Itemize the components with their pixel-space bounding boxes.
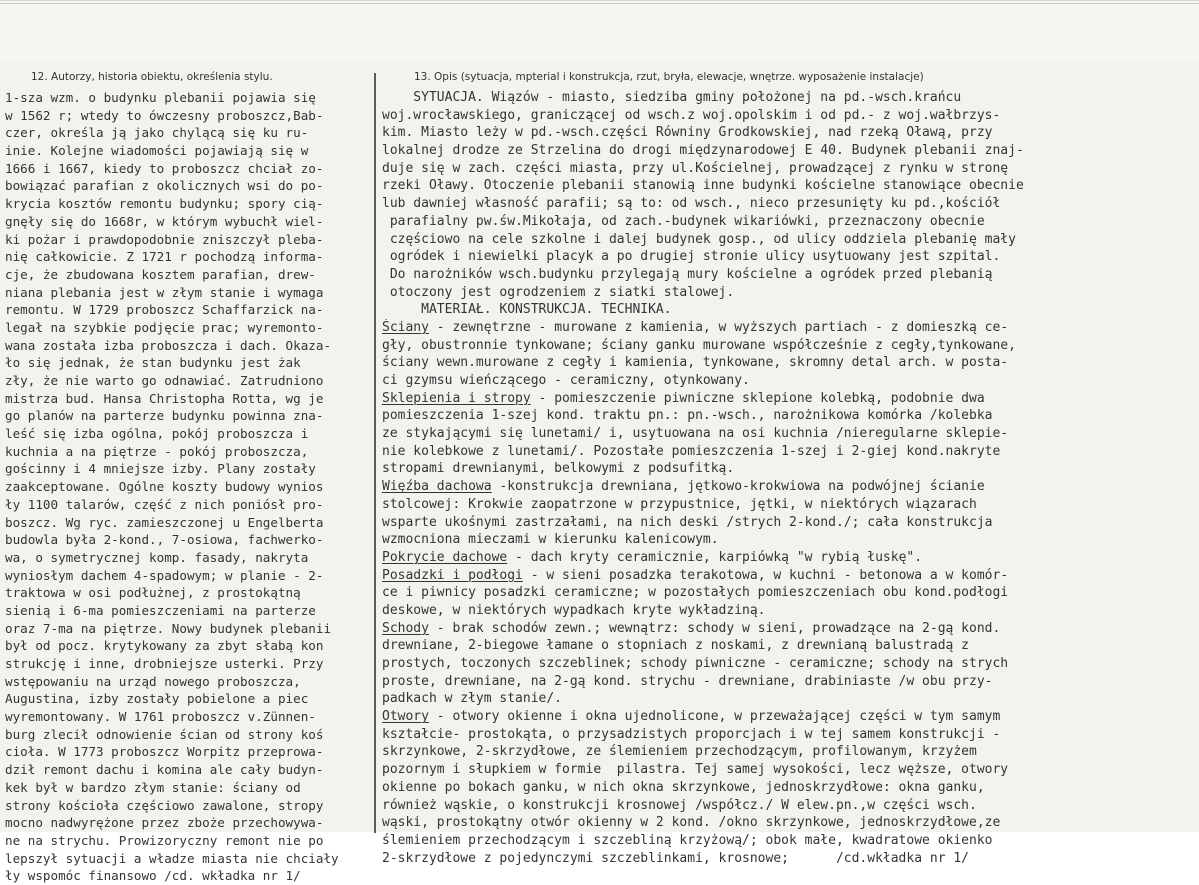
history-text-line: wa, o symetrycznej komp. fasady, nakryta [5, 549, 309, 565]
text-segment: skrzynkowe, 2-skrzydłowe, ze ślemieniem przechodzącym, profilowanym, krzyżem [382, 744, 977, 760]
description-text-line [382, 89, 1197, 107]
history-text-line: kek był w bardzo złym stanie: ściany od [5, 779, 301, 795]
section-heading: Ściany [382, 319, 429, 335]
history-text-line: krycia kosztów remontu budynku; spory cią- [5, 196, 324, 212]
description-text-line [382, 460, 1197, 478]
history-text-line: kuchnia a na piętrze - pokój proboszcza, [5, 443, 309, 459]
description-text-line [382, 231, 1197, 249]
description-text-line [382, 690, 1197, 708]
description-text-line [382, 761, 1197, 779]
text-segment: drewniane, 2-biegowe łamane o stopniach z noskami, z drewnianą balustradą z [382, 638, 969, 654]
description-text-line [382, 584, 1197, 602]
text-segment: proste, drewniane, na 2-gą kond. strychu - drewniane, drabiniaste /w obu przy- [382, 673, 993, 689]
description-text-line [382, 708, 1197, 726]
text-segment: również wąskie, o konstrukcji krosnowej /współcz./ W elew.pn.,w części wsch. [382, 797, 977, 813]
description-text-line [382, 195, 1197, 213]
history-text-line: w 1562 r; wtedy to ówczesny proboszcz,Bab- [5, 107, 324, 123]
description-text-line [382, 124, 1197, 142]
text-segment: wsparte ukośnymi zastrzałami, na nich deski /strych 2-kond./; cała konstrukcja [382, 514, 993, 530]
text-segment: MATERIAŁ. KONSTRUKCJA. TECHNIKA. [382, 302, 672, 318]
text-segment: ogródek i niewielki placyk a po drugiej stronie ulicy usytuowany jest szpital. [382, 249, 1001, 265]
history-text-line: dził remont dachu i komina ale cały budyn- [5, 762, 324, 778]
description-text-line [382, 390, 1197, 408]
description-text-line [382, 107, 1197, 125]
history-text-line: gościnny i 4 mniejsze izby. Plany zostały [5, 461, 316, 477]
description-text-line [382, 602, 1197, 620]
history-text-line: traktowa w osi podłużnej, z prostokątną [5, 585, 301, 601]
history-text-line: ły 1100 talarów, część z nich poniósł pro- [5, 496, 324, 512]
history-text-line: mistrza bud. Hansa Christopha Rotta, wg je [5, 390, 324, 406]
history-text-line: wstępowaniu na urząd nowego proboszcza, [5, 673, 301, 689]
history-column [5, 89, 370, 885]
text-segment: ściany wewn.murowane z cegły i kamienia, tynkowane, skromny detal arch. w posta- [382, 355, 1009, 371]
text-segment: ślemieniem przechodzącym i szczebliną krzyżową/; obok małe, kwadratowe okienko [382, 832, 993, 848]
description-text-line [382, 496, 1197, 514]
text-segment: padkach w złym stanie/. [382, 691, 563, 707]
text-segment: wąski, prostokątny otwór okienny w 2 kond. /okno skrzynkowe, jednoskrzydłowe,ze [382, 815, 1001, 831]
description-text-line [382, 637, 1197, 655]
history-text-line: ki pożar i prawdopodobnie zniszczył pleba- [5, 231, 324, 247]
column-divider [374, 73, 376, 833]
description-text-line [382, 160, 1197, 178]
history-text-line: burg zlecił odnowienie ścian od strony koś [5, 726, 324, 742]
text-segment: -konstrukcja drewniana, jętkowo-krokwiowa na podwójnej ścianie [491, 479, 985, 495]
history-text-line: boszcz. Wg ryc. zamieszczonej u Engelberta [5, 514, 324, 530]
history-text-line: cioła. W 1773 proboszcz Worpitz przeprowa- [5, 744, 324, 760]
description-text-line [382, 354, 1197, 372]
text-segment: nie kolebkowe z lunetami/. Pozostałe pomieszczenia 1-szej i 2-giej kond.nakryte [382, 443, 1001, 459]
text-segment: deskowe, w niektórych wypadkach kryte wykładziną. [382, 602, 766, 618]
text-segment: stropami drewnianymi, belkowymi z podsufitką. [382, 461, 735, 477]
description-text-line [382, 213, 1197, 231]
section-heading: Otwory [382, 709, 429, 725]
history-text-line: go planów na parterze budynku powinna zna- [5, 408, 324, 424]
description-text-line [382, 531, 1197, 549]
text-segment: duje się w zach. części miasta, przy ul.Kościelnej, prowadzącej z rynku w stronę [382, 160, 1009, 176]
history-text-line: 1666 i 1667, kiedy to proboszcz chciał zo- [5, 160, 324, 176]
text-segment: - brak schodów zewn.; wewnątrz: schody w sieni, prowadzące na 2-gą kond. [428, 620, 1001, 636]
description-text-line [382, 514, 1197, 532]
section-heading: Więźba dachowa [382, 479, 492, 495]
history-text-line: nię całkowicie. Z 1721 r pochodzą informa- [5, 249, 324, 265]
description-text-line [382, 337, 1197, 355]
description-text-line [382, 319, 1197, 337]
history-text-line: oraz 7-ma na piętrze. Nowy budynek plebanii [5, 620, 332, 636]
history-text-line: strukcję i inne, drobniejsze usterki. Przy [5, 656, 324, 671]
description-column [382, 89, 1197, 867]
text-segment: kształcie- prostokąta, o przysadzistych proporcjach i w tej samem konstrukcji - [382, 726, 1001, 742]
top-margin [0, 1, 1199, 61]
text-segment: parafialny pw.św.Mikołaja, od zach.-budynek wikariówki, przeznaczony obecnie [382, 213, 985, 229]
description-text-line [382, 248, 1197, 266]
description-text-line [382, 726, 1197, 744]
description-text-line [382, 407, 1197, 425]
text-segment: SYTUACJA. Wiązów - miasto, siedziba gminy położonej na pd.-wsch.krańcu [382, 90, 962, 105]
section-heading: Schody [382, 620, 429, 636]
text-segment: Do narożników wsch.budynku przylegają mury kościelne a ogródek przed plebanią [382, 266, 993, 282]
history-text-line: ne na strychu. Prowizoryczny remont nie po [5, 832, 324, 848]
description-text-line [382, 743, 1197, 761]
history-text-line: czer, określa ją jako chylącą się ku ru- [5, 125, 309, 141]
section-13-heading: 13. Opis (sytuacja, mpterial i konstrukcja, rzut, bryła, elewacje, wnętrze. wyposażenie instalacje) [414, 71, 924, 83]
history-text-line: wyniosłym dachem 4-spadowym; w planie - 2- [5, 567, 324, 583]
history-text-line: niana plebania jest w złym stanie i wymaga [5, 284, 324, 300]
history-text-line: cje, że zbudowana kosztem parafian, drew- [5, 266, 316, 282]
description-text-line [382, 567, 1197, 585]
history-text-line: 1-sza wzm. o budynku plebanii pojawia się [5, 90, 316, 105]
description-text-line [382, 655, 1197, 673]
history-text-line: budowla była 2-kond., 7-osiowa, fachwerko- [5, 532, 324, 548]
text-segment: ze stykającymi się lunetami/ i, usytuowana na osi kuchnia /nieregularne sklepie- [382, 426, 1009, 442]
text-segment: - pomieszczenie piwniczne sklepione kolebką, podobnie dwa [530, 390, 985, 406]
description-text-line [382, 478, 1197, 496]
description-text-line [382, 673, 1197, 691]
text-segment: ci gzymsu wieńczącego - ceramiczny, otynkowany. [382, 373, 750, 388]
description-text-line [382, 620, 1197, 638]
text-segment: - w sieni posadzka terakotowa, w kuchni - betonowa a w komór- [522, 567, 1009, 583]
text-segment: woj.wrocławskiego, graniczącej od wsch.z woj.opolskim i od pd.- z woj.wałbrzys- [382, 107, 1001, 123]
history-text-line: zły, że nie warto go odnawiać. Zatrudniono [5, 373, 324, 388]
text-segment: - zewnętrzne - murowane z kamienia, w wyższych partiach - z domieszką ce- [428, 319, 1009, 335]
description-text-line [382, 372, 1197, 390]
history-text-line: sienią i 6-ma pomieszczeniami na parterze [5, 602, 316, 618]
section-12-heading: 12. Autorzy, historia obiektu, określenia stylu. [31, 71, 273, 83]
section-heading: Posadzki i podłogi [382, 567, 523, 583]
history-text-line: mocno nadwyrężone przez zboże przechowywa- [5, 815, 324, 831]
text-segment: - otwory okienne i okna ujednolicone, w przeważającej części w tym samym [428, 709, 1001, 725]
description-text-line [382, 797, 1197, 815]
history-text-line: inie. Kolejne wiadomości pojawiają się w [5, 143, 309, 159]
text-segment: częściowo na cele szkolne i dalej budynek gosp., od ulicy oddziela plebanię mały [382, 231, 1016, 247]
description-text-line [382, 814, 1197, 832]
text-segment: otoczony jest ogrodzeniem z siatki stalowej. [382, 284, 735, 300]
text-segment: pozornym i słupkiem w formie pilastra. Tej samej wysokości, lecz węższe, otwory [382, 762, 1009, 778]
description-text-line [382, 301, 1197, 319]
history-text-line: gnęły się do 1668r, w którym wybuchł wiel- [5, 213, 324, 229]
history-text-line: lepszył sytuacji a władze miasta nie chciały [5, 850, 339, 866]
history-text-line: Augustina, izby zostały pobielone a piec [5, 691, 309, 707]
text-segment: 2-skrzydłowe z pojedynczymi szczeblinkami, krosnowe; /cd.wkładka nr 1/ [382, 850, 969, 866]
text-segment: okienne po bokach ganku, w nich okna skrzynkowe, jednoskrzydłowe: okna ganku, [382, 779, 985, 795]
history-text-line: był od pocz. krytykowany za zbyt słabą kon [5, 638, 324, 654]
history-text-line: leść się izba ogólna, pokój proboszcza i [5, 426, 309, 442]
text-segment: lokalnej drodze ze Strzelina do drogi międzynarodowej E 40. Budynek plebanii znaj- [382, 143, 1024, 159]
text-segment: gły, obustronnie tynkowane; ściany ganku murowane współcześnie z cegły,tynkowane, [382, 337, 1016, 353]
text-segment: rzeki Oławy. Otoczenie plebanii stanowią inne budynki kościelne stanowiące obecnie [382, 178, 1024, 194]
history-text-line: wana została izba proboszcza i dach. Okaza- [5, 337, 332, 353]
description-text-line [382, 549, 1197, 567]
text-segment: wzmocniona mieczami w kierunku kalenicowym. [382, 532, 719, 548]
section-heading: Sklepienia i stropy [382, 390, 531, 406]
history-text-line: zaakceptowane. Ogólne koszty budowy wynios [5, 479, 324, 495]
description-text-line [382, 177, 1197, 195]
history-text-line: ło się jednak, że stan budynku jest żak [5, 355, 301, 371]
description-text-line [382, 425, 1197, 443]
description-text-line [382, 284, 1197, 302]
history-text-line: ły wspomóc finansowo /cd. wkładka nr 1/ [5, 868, 301, 884]
history-text-line: bowiązać parafian z okolicznych wsi do po- [5, 178, 324, 194]
section-heading: Pokrycie dachowe [382, 549, 508, 565]
text-segment: lub dawniej własność parafii; są to: od wsch., nieco przesunięty ku pd.,kościół [382, 196, 1001, 212]
history-text-line: legał na szybkie podjęcie prac; wyremonto- [5, 319, 324, 335]
text-segment: - dach kryty ceramicznie, karpiówką "w rybią łuskę". [507, 549, 923, 565]
text-segment: pomieszczenia 1-szej kond. traktu pn.: pn.-wsch., narożnikowa komórka /kolebka [382, 408, 993, 424]
description-text-line [382, 850, 1197, 868]
description-text-line [382, 832, 1197, 850]
text-segment: stolcowej: Krokwie zaopatrzone w przypustnice, jętki, w niektórych wiązarach [382, 496, 977, 512]
text-segment: ce i piwnicy posadzki ceramiczne; w pozostałych pomieszczeniach obu kond.podłogi [382, 585, 1009, 601]
page-edge [0, 3, 1199, 4]
description-text-line [382, 443, 1197, 461]
text-segment: prostych, toczonych szczeblinek; schody piwniczne - ceramiczne; schody na strych [382, 656, 1009, 671]
description-text-line [382, 779, 1197, 797]
description-text-line [382, 142, 1197, 160]
description-text-line [382, 266, 1197, 284]
history-text-line: remontu. W 1729 proboszcz Schaffarzick na- [5, 302, 324, 318]
history-text-line: wyremontowany. W 1761 proboszcz v.Zünnen- [5, 709, 316, 725]
text-segment: kim. Miasto leży w pd.-wsch.części Równiny Grodkowskiej, nad rzeką Oławą, przy [382, 125, 993, 141]
history-text-line: strony kościoła częściowo zawalone, stropy [5, 797, 324, 813]
